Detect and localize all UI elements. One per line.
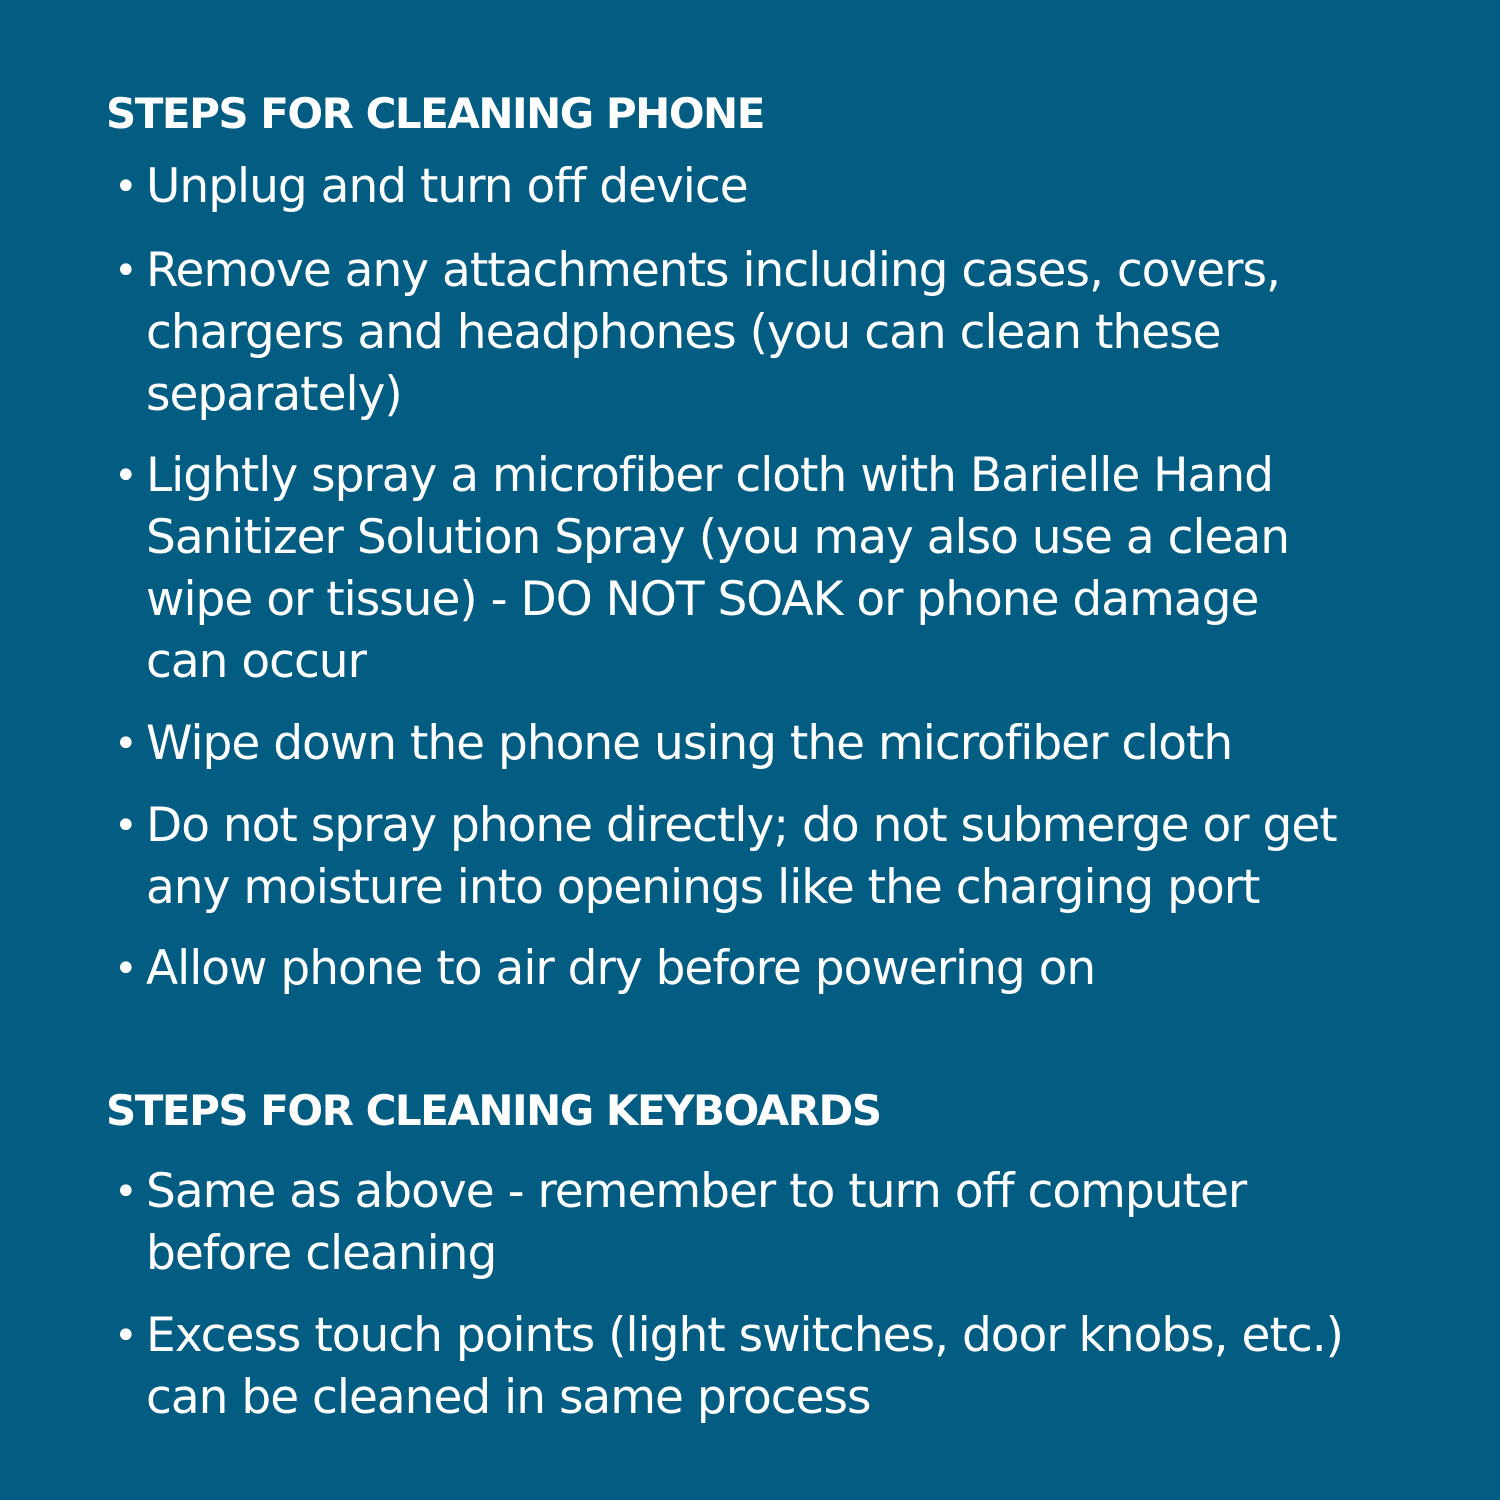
list-item-line: Wipe down the phone using the microfiber cloth xyxy=(146,716,1233,771)
list-item-line: Same as above - remember to turn off computer xyxy=(146,1164,1247,1219)
list-item-line: chargers and headphones (you can clean these xyxy=(146,305,1221,360)
list-item-line: separately) xyxy=(146,367,402,422)
list-item-line: Unplug and turn off device xyxy=(146,159,748,214)
list-item-line: any moisture into openings like the charging port xyxy=(146,860,1260,915)
bullet-icon: • xyxy=(114,803,137,849)
list-item-line: can be cleaned in same process xyxy=(146,1370,871,1425)
list-item-line: Do not spray phone directly; do not submerge or get xyxy=(146,798,1337,853)
list-item xyxy=(114,938,1500,1000)
bullet-icon: • xyxy=(114,721,137,767)
list-item-line: before cleaning xyxy=(146,1226,497,1281)
list-item-line: can occur xyxy=(146,634,366,689)
list-item-line: Remove any attachments including cases, covers, xyxy=(146,243,1280,298)
list-item-line: Lightly spray a microfiber cloth with Barielle Hand xyxy=(146,448,1273,503)
list-item xyxy=(114,445,1500,693)
phone-section-heading: STEPS FOR CLEANING PHONE xyxy=(106,89,764,138)
keyboard-section-heading: STEPS FOR CLEANING KEYBOARDS xyxy=(106,1086,881,1135)
list-item xyxy=(114,795,1500,919)
bullet-icon: • xyxy=(114,946,137,992)
bullet-icon: • xyxy=(114,248,137,294)
list-item-line: Excess touch points (light switches, door knobs, etc.) xyxy=(146,1308,1343,1363)
list-item xyxy=(114,156,1500,218)
bullet-icon: • xyxy=(114,1313,137,1359)
list-item-line: Allow phone to air dry before powering on xyxy=(146,941,1096,996)
keyboard-cleaning-section xyxy=(0,1085,1500,1429)
phone-cleaning-section xyxy=(0,88,1500,1000)
bullet-icon: • xyxy=(114,453,137,499)
list-item xyxy=(114,1305,1500,1429)
list-item-line: Sanitizer Solution Spray (you may also use a clean xyxy=(146,510,1290,565)
bullet-icon: • xyxy=(114,1169,137,1215)
keyboard-steps-list xyxy=(0,1161,1500,1429)
bullet-icon: • xyxy=(114,164,137,210)
list-item xyxy=(114,713,1500,775)
list-item xyxy=(114,1161,1500,1285)
list-item xyxy=(114,240,1500,426)
phone-steps-list xyxy=(0,156,1500,1000)
list-item-line: wipe or tissue) - DO NOT SOAK or phone damage xyxy=(146,572,1259,627)
